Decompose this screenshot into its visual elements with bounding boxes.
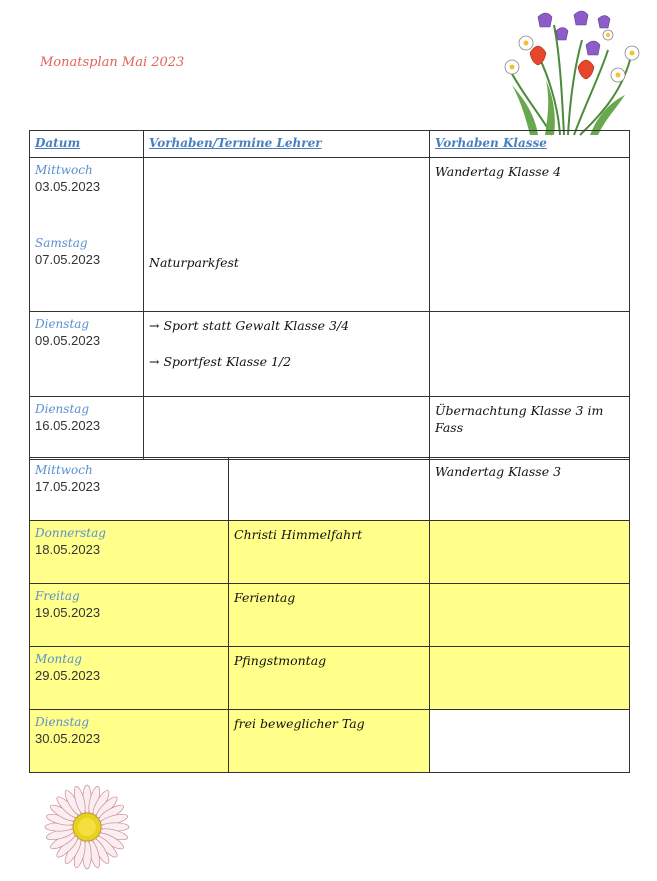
teacher-cell [229, 710, 430, 773]
teacher-entry: → Sport statt Gewalt Klasse 3/4 [149, 318, 350, 333]
header-class: Vorhaben Klasse [430, 131, 630, 158]
teacher-entry: Christi Himmelfahrt [234, 527, 363, 542]
teacher-cell [229, 521, 430, 584]
class-cell [430, 521, 630, 584]
day-label: Dienstag [35, 317, 90, 331]
date-cell [30, 458, 229, 521]
teacher-cell [144, 312, 430, 397]
date-label: 17.05.2023 [35, 479, 101, 494]
date-label: 16.05.2023 [35, 418, 101, 433]
teacher-entry: → Sportfest Klasse 1/2 [149, 354, 292, 369]
table-row [30, 312, 630, 397]
day-label: Mittwoch [35, 163, 93, 177]
table-row [30, 710, 630, 773]
date-cell [30, 710, 229, 773]
class-cell [430, 458, 630, 521]
table-row [30, 647, 630, 710]
flower-bouquet-icon [490, 5, 652, 140]
date-label: 29.05.2023 [35, 668, 101, 683]
date-label: 09.05.2023 [35, 333, 101, 348]
table-row [30, 521, 630, 584]
date-cell [30, 397, 144, 460]
header-teacher: Vorhaben/Termine Lehrer [144, 131, 430, 158]
teacher-entry: frei beweglicher Tag [234, 716, 365, 731]
date-cell [30, 158, 144, 312]
teacher-entry: Pfingstmontag [234, 653, 327, 668]
table-row [30, 158, 630, 312]
table-header-row [30, 131, 630, 158]
date-label: 30.05.2023 [35, 731, 101, 746]
date-label: 19.05.2023 [35, 605, 101, 620]
date-cell [30, 312, 144, 397]
schedule-table-top [29, 130, 630, 460]
class-entry: Wandertag Klasse 3 [435, 464, 562, 479]
class-cell [430, 710, 630, 773]
class-entry: Übernachtung Klasse 3 im Fass [435, 403, 604, 435]
class-cell [430, 312, 630, 397]
teacher-cell [144, 397, 430, 460]
teacher-cell [229, 458, 430, 521]
date-cell [30, 521, 229, 584]
class-cell [430, 158, 630, 312]
class-cell [430, 397, 630, 460]
schedule-table-bottom [29, 457, 630, 773]
day-label: Montag [35, 652, 82, 666]
date-cell [30, 647, 229, 710]
day-label: Donnerstag [35, 526, 106, 540]
teacher-cell [229, 584, 430, 647]
date-cell [30, 584, 229, 647]
day-label: Freitag [35, 589, 80, 603]
table-row [30, 458, 630, 521]
date-label: 18.05.2023 [35, 542, 101, 557]
table-row [30, 584, 630, 647]
class-entry: Wandertag Klasse 4 [435, 164, 562, 179]
page-title: Monatsplan Mai 2023 [40, 55, 185, 70]
header-date: Datum [30, 131, 144, 158]
day-label: Dienstag [35, 402, 90, 416]
teacher-cell [229, 647, 430, 710]
teacher-entry: Naturparkfest [149, 255, 239, 270]
day-label: Mittwoch [35, 463, 93, 477]
day-label: Samstag [35, 236, 88, 250]
teacher-entry: Ferientag [234, 590, 296, 605]
daisy-icon [42, 782, 132, 872]
date-label: 07.05.2023 [35, 252, 101, 267]
teacher-cell [144, 158, 430, 312]
day-label: Dienstag [35, 715, 90, 729]
table-row [30, 397, 630, 460]
class-cell [430, 647, 630, 710]
date-label: 03.05.2023 [35, 179, 101, 194]
class-cell [430, 584, 630, 647]
